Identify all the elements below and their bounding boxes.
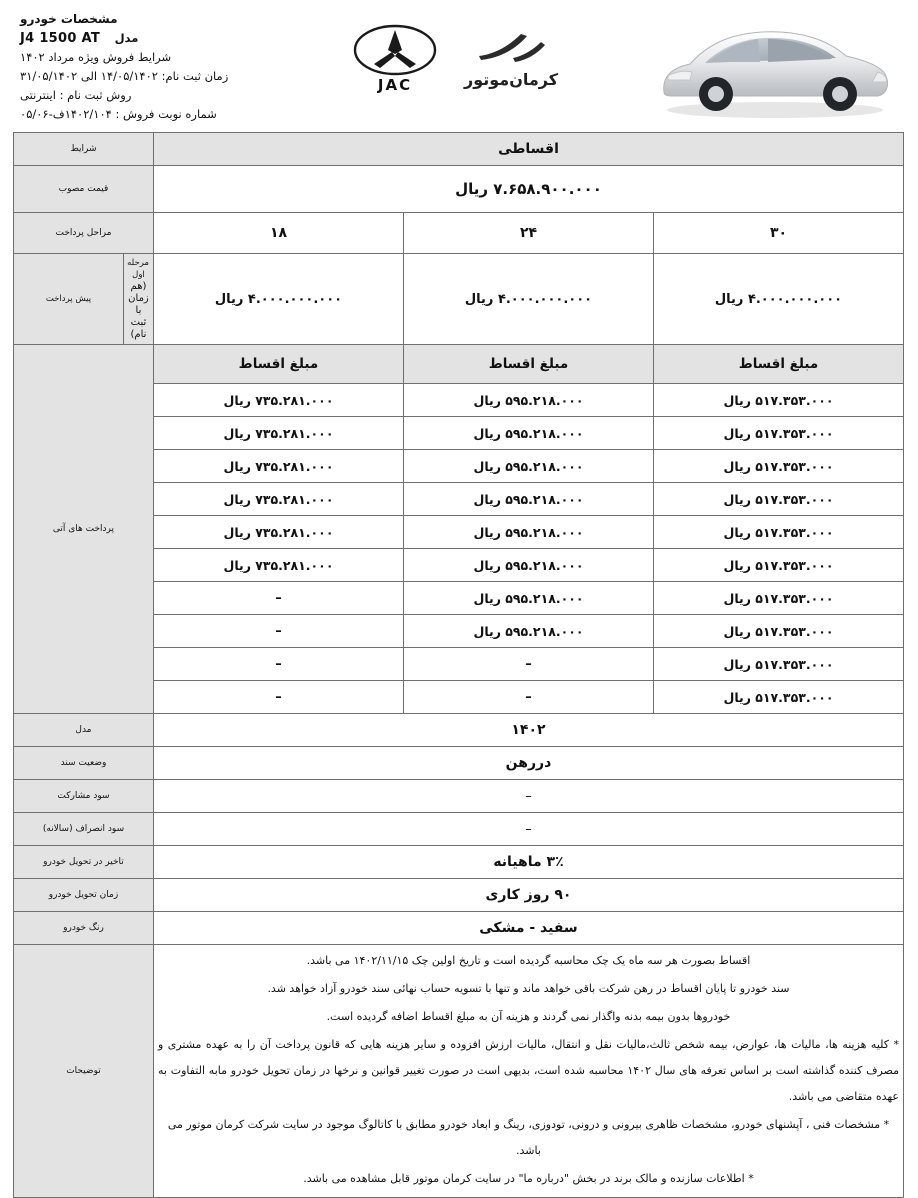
note-5: * مشخصات فنی ، آپشنهای خودرو، مشخصات ظاهری بیرونی و درونی، تودوزی، رینگ و ابعاد خودرو مطابق با کاتالوگ موجود در سایت شرکت کرمان موتور می باشد. xyxy=(167,1118,890,1157)
partnership-profit-label: سود مشارکت xyxy=(13,780,153,813)
table-row-partnership-profit xyxy=(13,780,903,813)
stage-header-24: ۲۴ xyxy=(404,213,654,254)
first-stage-subtitle: (هم زمان با ثبت نام) xyxy=(128,281,149,340)
approved-price-value: ۷.۶۵۸.۹۰۰.۰۰۰ ریال xyxy=(153,166,903,213)
installment-24-6: ۵۹۵.۲۱۸.۰۰۰ ریال xyxy=(404,549,654,582)
installment-18-10: – xyxy=(153,681,403,714)
table-row-terms xyxy=(13,133,903,166)
notes-content xyxy=(153,945,903,1198)
installment-18-3: ۷۳۵.۲۸۱.۰۰۰ ریال xyxy=(153,450,403,483)
installment-18-7: – xyxy=(153,582,403,615)
installment-24-1: ۵۹۵.۲۱۸.۰۰۰ ریال xyxy=(404,384,654,417)
note-4: * کلیه هزینه ها، مالیات ها، عوارض، بیمه شخص ثالث،مالیات نقل و انتقال، مالیات ارزش افزوده و سایر هزینه هایی که قانون پرداخت آن را به عهده مشتری و مصرف کننده گذاشته است بر اساس تعرفه های سال ۱۴۰۲ محاسبه شده است، بدیهی است در صورت تغییر قوانین و نرخها در زمان تحویل خودرو مابه التفاوت به عهده متقاضی می باشد. xyxy=(157,1038,899,1103)
delivery-time-value: ۹۰ روز کاری xyxy=(153,879,903,912)
installment-30-2: ۵۱۷.۳۵۳.۰۰۰ ریال xyxy=(654,417,904,450)
register-time: زمان ثبت نام: ۱۴/۰۵/۱۴۰۲ الی ۳۱/۰۵/۱۴۰۲ xyxy=(20,69,229,83)
installment-24-10: – xyxy=(404,681,654,714)
terms-line: شرایط فروش ویژه مرداد ۱۴۰۲ xyxy=(20,50,172,64)
installment-30-6: ۵۱۷.۳۵۳.۰۰۰ ریال xyxy=(654,549,904,582)
installment-30-9: ۵۱۷.۳۵۳.۰۰۰ ریال xyxy=(654,648,904,681)
table-row-discount-profit xyxy=(13,813,903,846)
delivery-delay-value: ۳٪ ماهیانه xyxy=(153,846,903,879)
installment-30-1: ۵۱۷.۳۵۳.۰۰۰ ریال xyxy=(654,384,904,417)
installment-30-4: ۵۱۷.۳۵۳.۰۰۰ ریال xyxy=(654,483,904,516)
sale-conditions-table xyxy=(13,132,904,1198)
installment-18-1: ۷۳۵.۲۸۱.۰۰۰ ریال xyxy=(153,384,403,417)
sale-round: شماره نوبت فروش : ۱۴۰۲/۱۰۴ف-۰۵/۰۶ xyxy=(20,107,217,121)
jac-logo xyxy=(352,24,438,94)
table-row-model-year xyxy=(13,714,903,747)
table-row-installment-header xyxy=(13,345,903,384)
table-row-price xyxy=(13,166,903,213)
notes-label: توضیحات xyxy=(13,945,153,1198)
model-year-label: مدل xyxy=(13,714,153,747)
payment-stages-label: مراحل پرداخت xyxy=(13,213,153,254)
delivery-delay-label: تاخیر در تحویل خودرو xyxy=(13,846,153,879)
installment-18-9: – xyxy=(153,648,403,681)
approved-price-label: قیمت مصوب xyxy=(13,166,153,213)
table-row-stage-headers xyxy=(13,213,903,254)
table-row-doc-status xyxy=(13,747,903,780)
first-payment-24: ۴.۰۰۰.۰۰۰.۰۰۰ ریال xyxy=(404,254,654,345)
model-line xyxy=(20,29,260,48)
note-1: اقساط بصورت هر سه ماه یک چک محاسبه گردیده است و تاریخ اولین چک ۱۴۰۲/۱۱/۱۵ می باشد. xyxy=(306,954,751,967)
car-color-value: سفید - مشکی xyxy=(153,912,903,945)
first-stage-title: مرحله اول xyxy=(127,258,149,280)
car-color-label: رنگ خودرو xyxy=(13,912,153,945)
installment-24-2: ۵۹۵.۲۱۸.۰۰۰ ریال xyxy=(404,417,654,450)
doc-status-label: وضعیت سند xyxy=(13,747,153,780)
installment-30-5: ۵۱۷.۳۵۳.۰۰۰ ریال xyxy=(654,516,904,549)
table-row-car-color xyxy=(13,912,903,945)
note-3: خودروها بدون بیمه بدنه واگذار نمی گردند و هزینه آن به مبلغ اقساط اضافه گردیده است. xyxy=(326,1010,731,1023)
table-row-first-payment xyxy=(13,254,903,345)
page-title: مشخصات خودرو xyxy=(20,12,118,26)
model-year-value: ۱۴۰۲ xyxy=(153,714,903,747)
terms-value: اقساطی xyxy=(153,133,903,166)
installment-header-30: مبلغ اقساط xyxy=(654,345,904,384)
first-stage-label xyxy=(123,254,153,345)
car-image xyxy=(650,6,900,126)
installment-30-7: ۵۱۷.۳۵۳.۰۰۰ ریال xyxy=(654,582,904,615)
note-6: * اطلاعات سازنده و مالک برند در بخش "درباره ما" در سایت کرمان موتور قابل مشاهده می باشد. xyxy=(303,1172,754,1185)
discount-profit-value: – xyxy=(153,813,903,846)
prepayment-label: پیش پرداخت xyxy=(13,254,123,345)
installment-18-6: ۷۳۵.۲۸۱.۰۰۰ ریال xyxy=(153,549,403,582)
installment-18-4: ۷۳۵.۲۸۱.۰۰۰ ریال xyxy=(153,483,403,516)
first-payment-18: ۴.۰۰۰.۰۰۰.۰۰۰ ریال xyxy=(153,254,403,345)
installment-30-3: ۵۱۷.۳۵۳.۰۰۰ ریال xyxy=(654,450,904,483)
jac-wordmark: JAC xyxy=(377,76,413,94)
header-text-block xyxy=(14,6,260,124)
stage-header-30: ۳۰ xyxy=(654,213,904,254)
document-header xyxy=(14,0,904,132)
installment-30-10: ۵۱۷.۳۵۳.۰۰۰ ریال xyxy=(654,681,904,714)
first-payment-30: ۴.۰۰۰.۰۰۰.۰۰۰ ریال xyxy=(654,254,904,345)
terms-label: شرایط xyxy=(13,133,153,166)
kerman-motor-mark-icon xyxy=(475,30,547,64)
table-row-delivery-time xyxy=(13,879,903,912)
partnership-profit-value: – xyxy=(153,780,903,813)
stage-header-18: ۱۸ xyxy=(153,213,403,254)
installment-24-7: ۵۹۵.۲۱۸.۰۰۰ ریال xyxy=(404,582,654,615)
installment-header-18: مبلغ اقساط xyxy=(153,345,403,384)
table-row-notes xyxy=(13,945,903,1198)
installment-24-8: ۵۹۵.۲۱۸.۰۰۰ ریال xyxy=(404,615,654,648)
installment-24-3: ۵۹۵.۲۱۸.۰۰۰ ریال xyxy=(404,450,654,483)
kerman-motor-wordmark: کرمان‌موتور xyxy=(464,69,559,89)
jac-mark-icon xyxy=(352,24,438,80)
table-row-delivery-delay xyxy=(13,846,903,879)
installment-18-2: ۷۳۵.۲۸۱.۰۰۰ ریال xyxy=(153,417,403,450)
register-method: روش ثبت نام : اینترنتی xyxy=(20,88,132,102)
installment-18-8: – xyxy=(153,615,403,648)
model-value: J4 1500 AT xyxy=(20,31,101,46)
kerman-motor-logo xyxy=(464,30,558,89)
installment-24-4: ۵۹۵.۲۱۸.۰۰۰ ریال xyxy=(404,483,654,516)
installment-18-5: ۷۳۵.۲۸۱.۰۰۰ ریال xyxy=(153,516,403,549)
future-payments-label: پرداخت های آتی xyxy=(13,345,153,714)
discount-profit-label: سود انصراف (سالانه) xyxy=(13,813,153,846)
doc-status-value: دررهن xyxy=(153,747,903,780)
installment-24-9: – xyxy=(404,648,654,681)
delivery-time-label: زمان تحویل خودرو xyxy=(13,879,153,912)
installment-24-5: ۵۹۵.۲۱۸.۰۰۰ ریال xyxy=(404,516,654,549)
brand-logos xyxy=(352,6,558,94)
model-label: مدل xyxy=(114,31,139,45)
note-2: سند خودرو تا پایان اقساط در رهن شرکت باقی خواهد ماند و تنها با تسویه حساب نهائی سند خودرو آزاد خواهد شد. xyxy=(267,982,790,995)
installment-header-24: مبلغ اقساط xyxy=(404,345,654,384)
installment-30-8: ۵۱۷.۳۵۳.۰۰۰ ریال xyxy=(654,615,904,648)
